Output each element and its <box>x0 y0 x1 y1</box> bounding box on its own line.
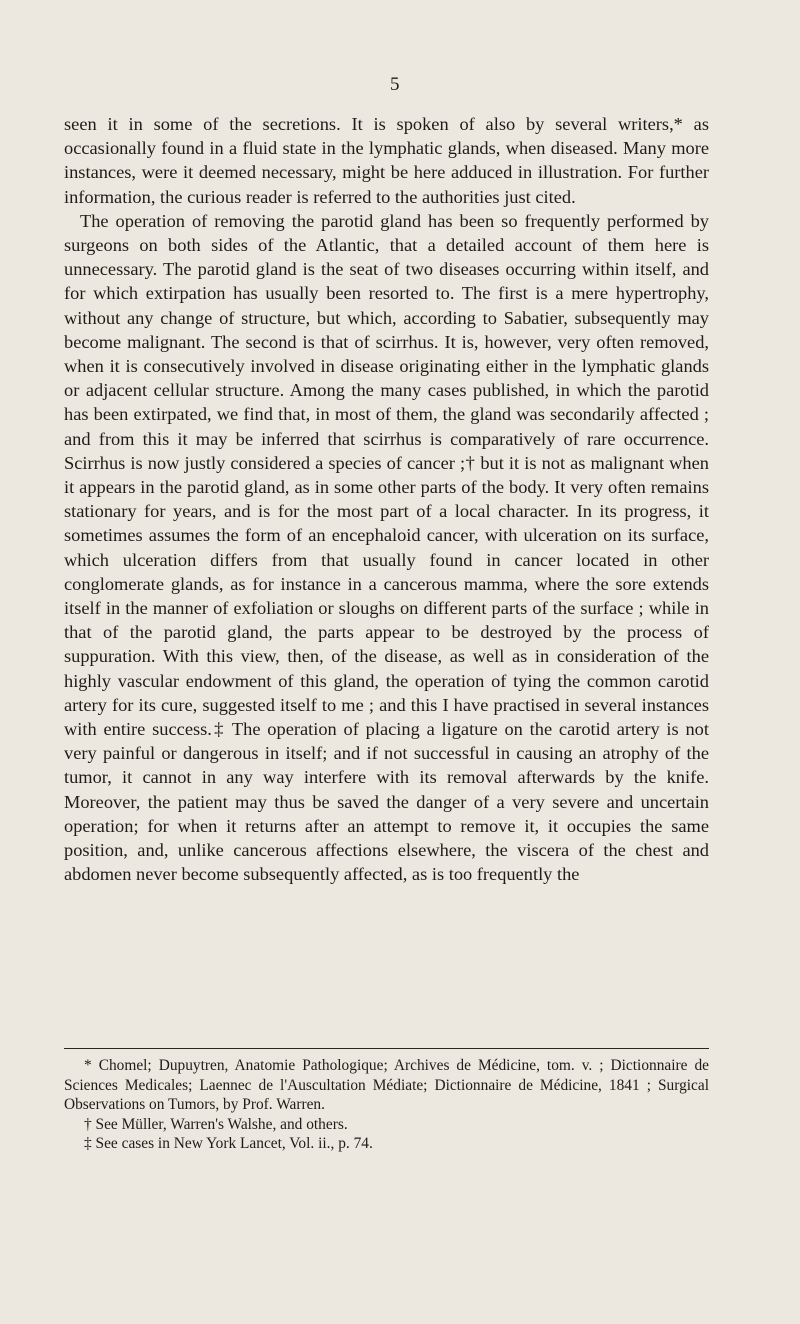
page-number: 5 <box>390 74 400 95</box>
footnote-1: * Chomel; Dupuytren, Anatomie Pathologique; Archives de Médicine, tom. v. ; Dictionnaire de Sciences Medicales; Laennec de l'Auscultation Médiate; Dictionnaire de Médicine, 1841 ; Surgical Observations on Tumors, by Prof. Warren. <box>64 1057 709 1113</box>
paragraph-1: seen it in some of the secretions. It is spoken of also by several writers,* as occasionally found in a fluid state in the lymphatic glands, when diseased. Many more instances, were it deemed necessary, might be here adduced in illustration. For further information, the curious reader is referred to the authorities just cited. <box>64 114 709 207</box>
footnote-2: † See Müller, Warren's Walshe, and others. <box>84 1115 348 1133</box>
paragraph-2: The operation of removing the parotid gland has been so frequently performed by surgeons on both sides of the Atlantic, that a detailed account of them here is unnecessary. The parotid gland is the seat of two diseases occurring within itself, and for which extirpation has usually been resorted to. The first is a mere hypertrophy, without any change of structure, but which, according to Sabatier, subsequently may become malignant. The second is that of scirrhus. It is, however, very often removed, when it is consecutively involved in disease originating either in the lymphatic glands or adjacent cellular structure. Among the many cases published, in which the parotid has been extirpated, we find that, in most of them, the gland was secondarily affected ; and from this it may be inferred that scirrhus is comparatively of rare occurrence. Scirrhus is now justly considered a species of cancer ;† but it is not as malignant when it appears in the parotid gland, as in some other parts of the body. It very often remains stationary for years, and is for the most part of a local character. In its progress, it sometimes assumes the form of an encephaloid cancer, with ulceration on its surface, which ulceration differs from that usually found in cancer located in other conglomerate glands, as for instance in a cancerous mamma, where the sore extends itself in the manner of exfoliation or sloughs on different parts of the surface ; while in that of the parotid gland, the parts appear to be destroyed by the process of suppuration. With this view, then, of the disease, as well as in consideration of the highly vascular endowment of this gland, the operation of tying the common carotid artery for its cure, suggested itself to me ; and this I have practised in several instances with entire success.‡ The operation of placing a ligature on the carotid artery is not very painful or dangerous in itself; and if not successful in causing an atrophy of the tumor, it cannot in any way interfere with its removal afterwards by the knife. Moreover, the patient may thus be saved the danger of a very severe and uncertain operation; for when it returns after an attempt to remove it, it occupies the same position, and, unlike cancerous affections elsewhere, the viscera of the chest and abdomen never become subsequently affected, as is too frequently the <box>64 210 709 885</box>
footnote-3: ‡ See cases in New York Lancet, Vol. ii., p. 74. <box>84 1135 373 1152</box>
footnotes <box>64 1056 709 1154</box>
footnote-divider <box>64 1048 709 1049</box>
body-text <box>64 112 709 887</box>
